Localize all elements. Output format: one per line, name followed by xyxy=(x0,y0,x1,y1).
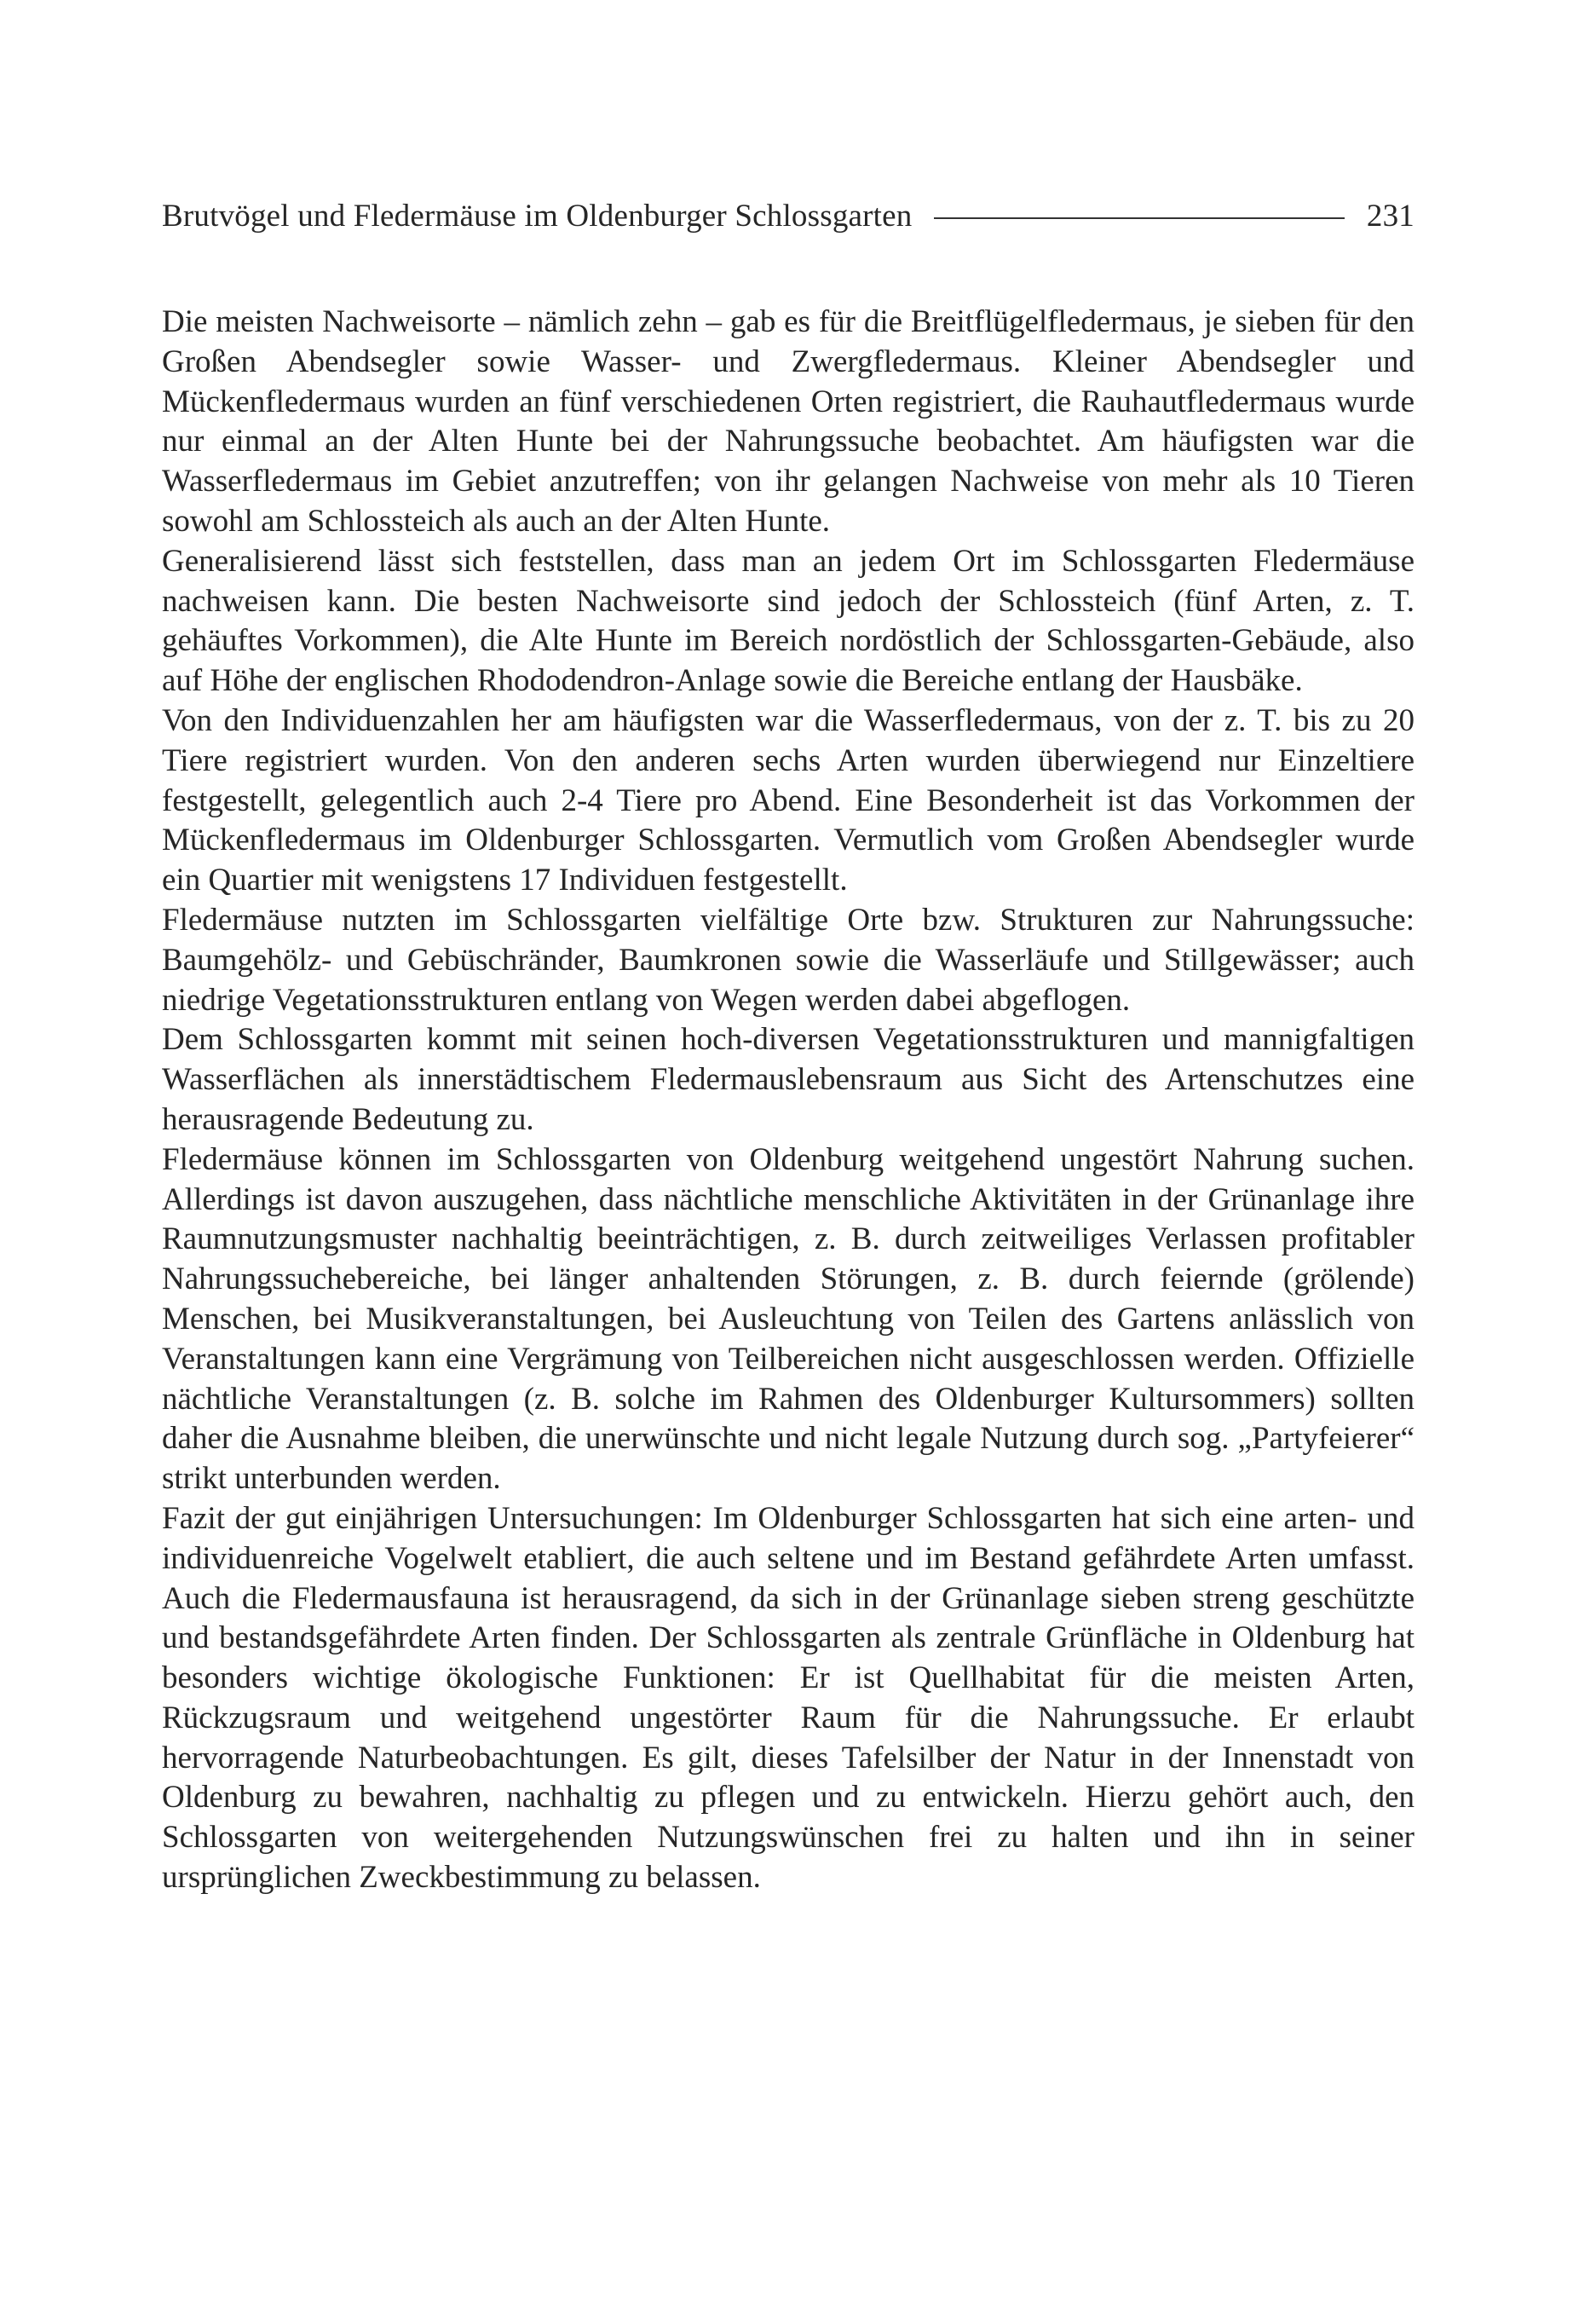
paragraph-nachweisorte: Die meisten Nachweisorte – nämlich zehn – gab es für die Breitflügelfledermaus, je sieben für den Großen Abendsegler sowie Wasser- und Zwergfledermaus. Kleiner Abendsegler und Mückenfledermaus wurden an fünf verschiedenen Orten registriert, die Rauhautfledermaus wurde nur einmal an der Alten Hunte bei der Nahrungssuche beobachtet. Am häufigsten war die Wasserfledermaus im Gebiet anzutreffen; von ihr gelangen Nachweise von mehr als 10 Tieren sowohl am Schlossteich als auch an der Alten Hunte. xyxy=(162,304,1415,539)
paragraph-individuenzahlen: Von den Individuenzahlen her am häufigsten war die Wasserfledermaus, von der z. T. bis zu 20 Tiere registriert wurden. Von den anderen sechs Arten wurden überwiegend nur Einzeltiere festgestellt, gelegentlich auch 2-4 Tiere pro Abend. Eine Besonderheit ist das Vorkommen der Mückenfledermaus im Oldenburger Schlossgarten. Vermutlich vom Großen Abendsegler wurde ein Quartier mit wenigstens 17 Individuen festgestellt. xyxy=(162,702,1415,898)
paragraph-bedeutung: Dem Schlossgarten kommt mit seinen hoch-diversen Vegetationsstrukturen und mannigfaltigen Wasserflächen als innerstädtischem Fledermauslebensraum aus Sicht des Artenschutzes eine herausragende Bedeutung zu. xyxy=(162,1022,1415,1137)
paragraph-nahrungssuche: Fledermäuse nutzten im Schlossgarten vielfältige Orte bzw. Strukturen zur Nahrungssuche: Baumgehölz- und Gebüschränder, Baumkronen sowie die Wasserläufe und Stillgewässer; auch niedrige Vegetationsstrukturen entlang von Wegen werden dabei abgeflogen. xyxy=(162,902,1415,1018)
body-text xyxy=(162,303,1415,1898)
page-number: 231 xyxy=(1366,198,1415,234)
paragraph-fazit: Fazit der gut einjährigen Untersuchungen: Im Oldenburger Schlossgarten hat sich eine arten- und individuenreiche Vogelwelt etabliert, die auch seltene und im Bestand gefährdete Arten umfasst. Auch die Fledermausfauna ist herausragend, da sich in der Grünanlage sieben streng geschützte und bestandsgefährdete Arten finden. Der Schlossgarten als zentrale Grünfläche in Oldenburg hat besonders wichtige ökologische Funktionen: Er ist Quellhabitat für die meisten Arten, Rückzugsraum und weitgehend ungestörter Raum für die Nahrungssuche. Er erlaubt hervorragende Naturbeobachtungen. Es gilt, dieses Tafelsilber der Natur in der Innenstadt von Oldenburg zu bewahren, nachhaltig zu pflegen und zu entwickeln. Hierzu gehört auch, den Schlossgarten von weitergehenden Nutzungswünschen frei zu halten und ihn in seiner ursprünglichen Zweckbestimmung zu belassen. xyxy=(162,1500,1415,1896)
running-title: Brutvögel und Fledermäuse im Oldenburger Schlossgarten xyxy=(162,198,913,234)
paragraph-stoerungen: Fledermäuse können im Schlossgarten von Oldenburg weitgehend ungestört Nahrung suchen. Allerdings ist davon auszugehen, dass nächtliche menschliche Aktivitäten in der Grünanlage ihre Raumnutzungsmuster nachhaltig beeinträchtigen, z. B. durch zeitweiliges Verlassen profitabler Nahrungssuchebereiche, bei länger anhaltenden Störungen, z. B. durch feiernde (grölende) Menschen, bei Musikveranstaltungen, bei Ausleuchtung von Teilen des Gartens anlässlich von Veranstaltungen kann eine Vergrämung von Teilbereichen nicht ausgeschlossen werden. Offizielle nächtliche Veranstaltungen (z. B. solche im Rahmen des Oldenburger Kultursommers) sollten daher die Ausnahme bleiben, die unerwünschte und nicht legale Nutzung durch sog. „Partyfeierer“ strikt unterbunden werden. xyxy=(162,1141,1415,1497)
paragraph-generalisierend: Generalisierend lässt sich feststellen, dass man an jedem Ort im Schlossgarten Fledermäuse nachweisen kann. Die besten Nachweisorte sind jedoch der Schlossteich (fünf Arten, z. T. gehäuftes Vorkommen), die Alte Hunte im Bereich nordöstlich der Schlossgarten-Gebäude, also auf Höhe der englischen Rhododendron-Anlage sowie die Bereiche entlang der Hausbäke. xyxy=(162,543,1415,699)
running-header xyxy=(162,194,1415,237)
header-rule xyxy=(934,217,1344,219)
